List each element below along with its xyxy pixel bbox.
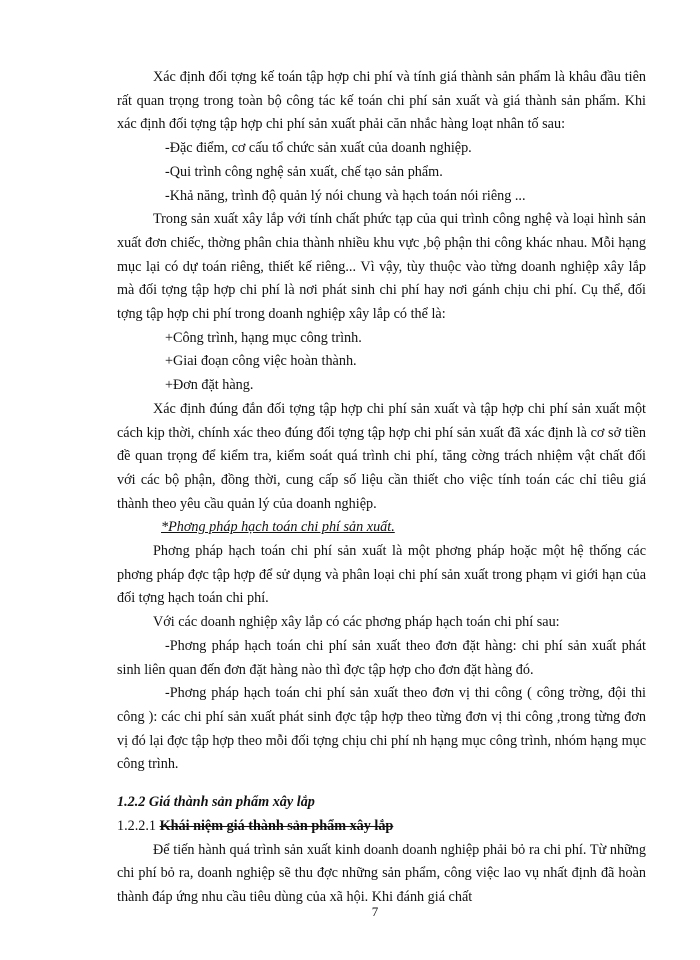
object-item: +Đơn đặt hàng. bbox=[165, 377, 254, 394]
object-item: +Giai đoạn công việc hoàn thành. bbox=[165, 353, 357, 370]
paragraph-method-intro: Với các doanh nghiệp xây lắp có các phơng pháp hạch toán chi phí sau: bbox=[153, 614, 560, 631]
paragraph-object-definition: Xác định đối tợng kế toán tập hợp chi phí và tính giá thành sản phẩm là khâu đầu tiên rất quan trọng trong toàn bộ công tác kế toán chi phí sản xuất và giá thành sản phẩm. Khi xác định đối tợng tập hợp chi phí sản xuất phải căn nhắc hàng loạt nhân tố sau: bbox=[117, 69, 646, 133]
page-content bbox=[117, 66, 646, 910]
section-heading: 1.2.2 Giá thành sản phẩm xây lắp bbox=[117, 794, 315, 811]
paragraph-importance: Xác định đúng đắn đối tợng tập hợp chi phí sản xuất và tập hợp chi phí sản xuất một cách kịp thời, chính xác theo đúng đối tợng tập hợp chi phí sản xuất đã xác định là cơ sở tiền đề quan trọng để kiểm tra, kiểm soát quá trình chi phí, tăng cờng trách nhiệm vật chất đối với các bộ phận, đồng thời, cung cấp số liệu cần thiết cho việc tính toán các chỉ tiêu giá thành theo yêu cầu quản lý của doanh nghiệp. bbox=[117, 400, 646, 512]
paragraph-method-definition: Phơng pháp hạch toán chi phí sản xuất là một phơng pháp hoặc một hệ thống các phơng pháp đợc tập hợp để sử dụng và phân loại chi phí sản xuất trong phạm vi giới hạn của đối tợng hạch toán chi phí. bbox=[117, 543, 646, 607]
method-section-title: *Phơng pháp hạch toán chi phí sản xuất. bbox=[161, 519, 395, 536]
subsection-title: Khái niệm giá thành sản phẩm xây lắp bbox=[159, 817, 394, 834]
page-number: 7 bbox=[371, 904, 379, 919]
factor-item: -Qui trình công nghệ sản xuất, chế tạo sản phẩm. bbox=[165, 163, 443, 180]
factor-item: -Đặc điểm, cơ cấu tổ chức sản xuất của doanh nghiệp. bbox=[165, 140, 472, 157]
factor-item: -Khả năng, trình độ quản lý nói chung và hạch toán nói riêng ... bbox=[165, 187, 526, 204]
paragraph-construction: Trong sản xuất xây lắp với tính chất phức tạp của qui trình công nghệ và loại hình sản xuất đơn chiếc, thờng phân chia thành nhiều khu vực ,bộ phận thi công khác nhau. Mỗi hạng mục lại có dự toán riêng, thiết kế riêng... Vì vậy, tùy thuộc vào từng doanh nghiệp xây lắp mà đối tợng tập hợp chi phí là nơi phát sinh chi phí hay nơi gánh chịu chi phí. Cụ thể, đối tợng tập hợp chi phí trong doanh nghiệp xây lắp có thể là: bbox=[117, 211, 646, 323]
method-item: -Phơng pháp hạch toán chi phí sản xuất theo đơn đặt hàng: chi phí sản xuất phát sinh liên quan đến đơn đặt hàng nào thì đợc tập hợp cho đơn đặt hàng đó. bbox=[117, 637, 646, 678]
object-item: +Công trình, hạng mục công trình. bbox=[165, 329, 362, 346]
method-item: -Phơng pháp hạch toán chi phí sản xuất theo đơn vị thi công ( công trờng, đội thi công ): các chi phí sản xuất phát sinh đợc tập hợp theo từng đơn vị thi công ,trong từng đơn vị đó lại đợc tập hợp theo mỗi đối tợng chịu chi phí nh hạng mục công trình, nhóm hạng mục công trình. bbox=[117, 685, 646, 773]
paragraph-cost-concept: Để tiến hành quá trình sản xuất kinh doanh doanh nghiệp phải bỏ ra chi phí. Từ những chi phí bỏ ra, doanh nghiệp sẽ thu đợc những sản phẩm, công việc lao vụ nhất định đã hoàn thành đáp ứng nhu cầu tiêu dùng của xã hội. Khi đánh giá chất bbox=[117, 841, 646, 905]
subsection-number: 1.2.2.1 bbox=[117, 817, 157, 834]
subsection-heading bbox=[117, 815, 646, 839]
